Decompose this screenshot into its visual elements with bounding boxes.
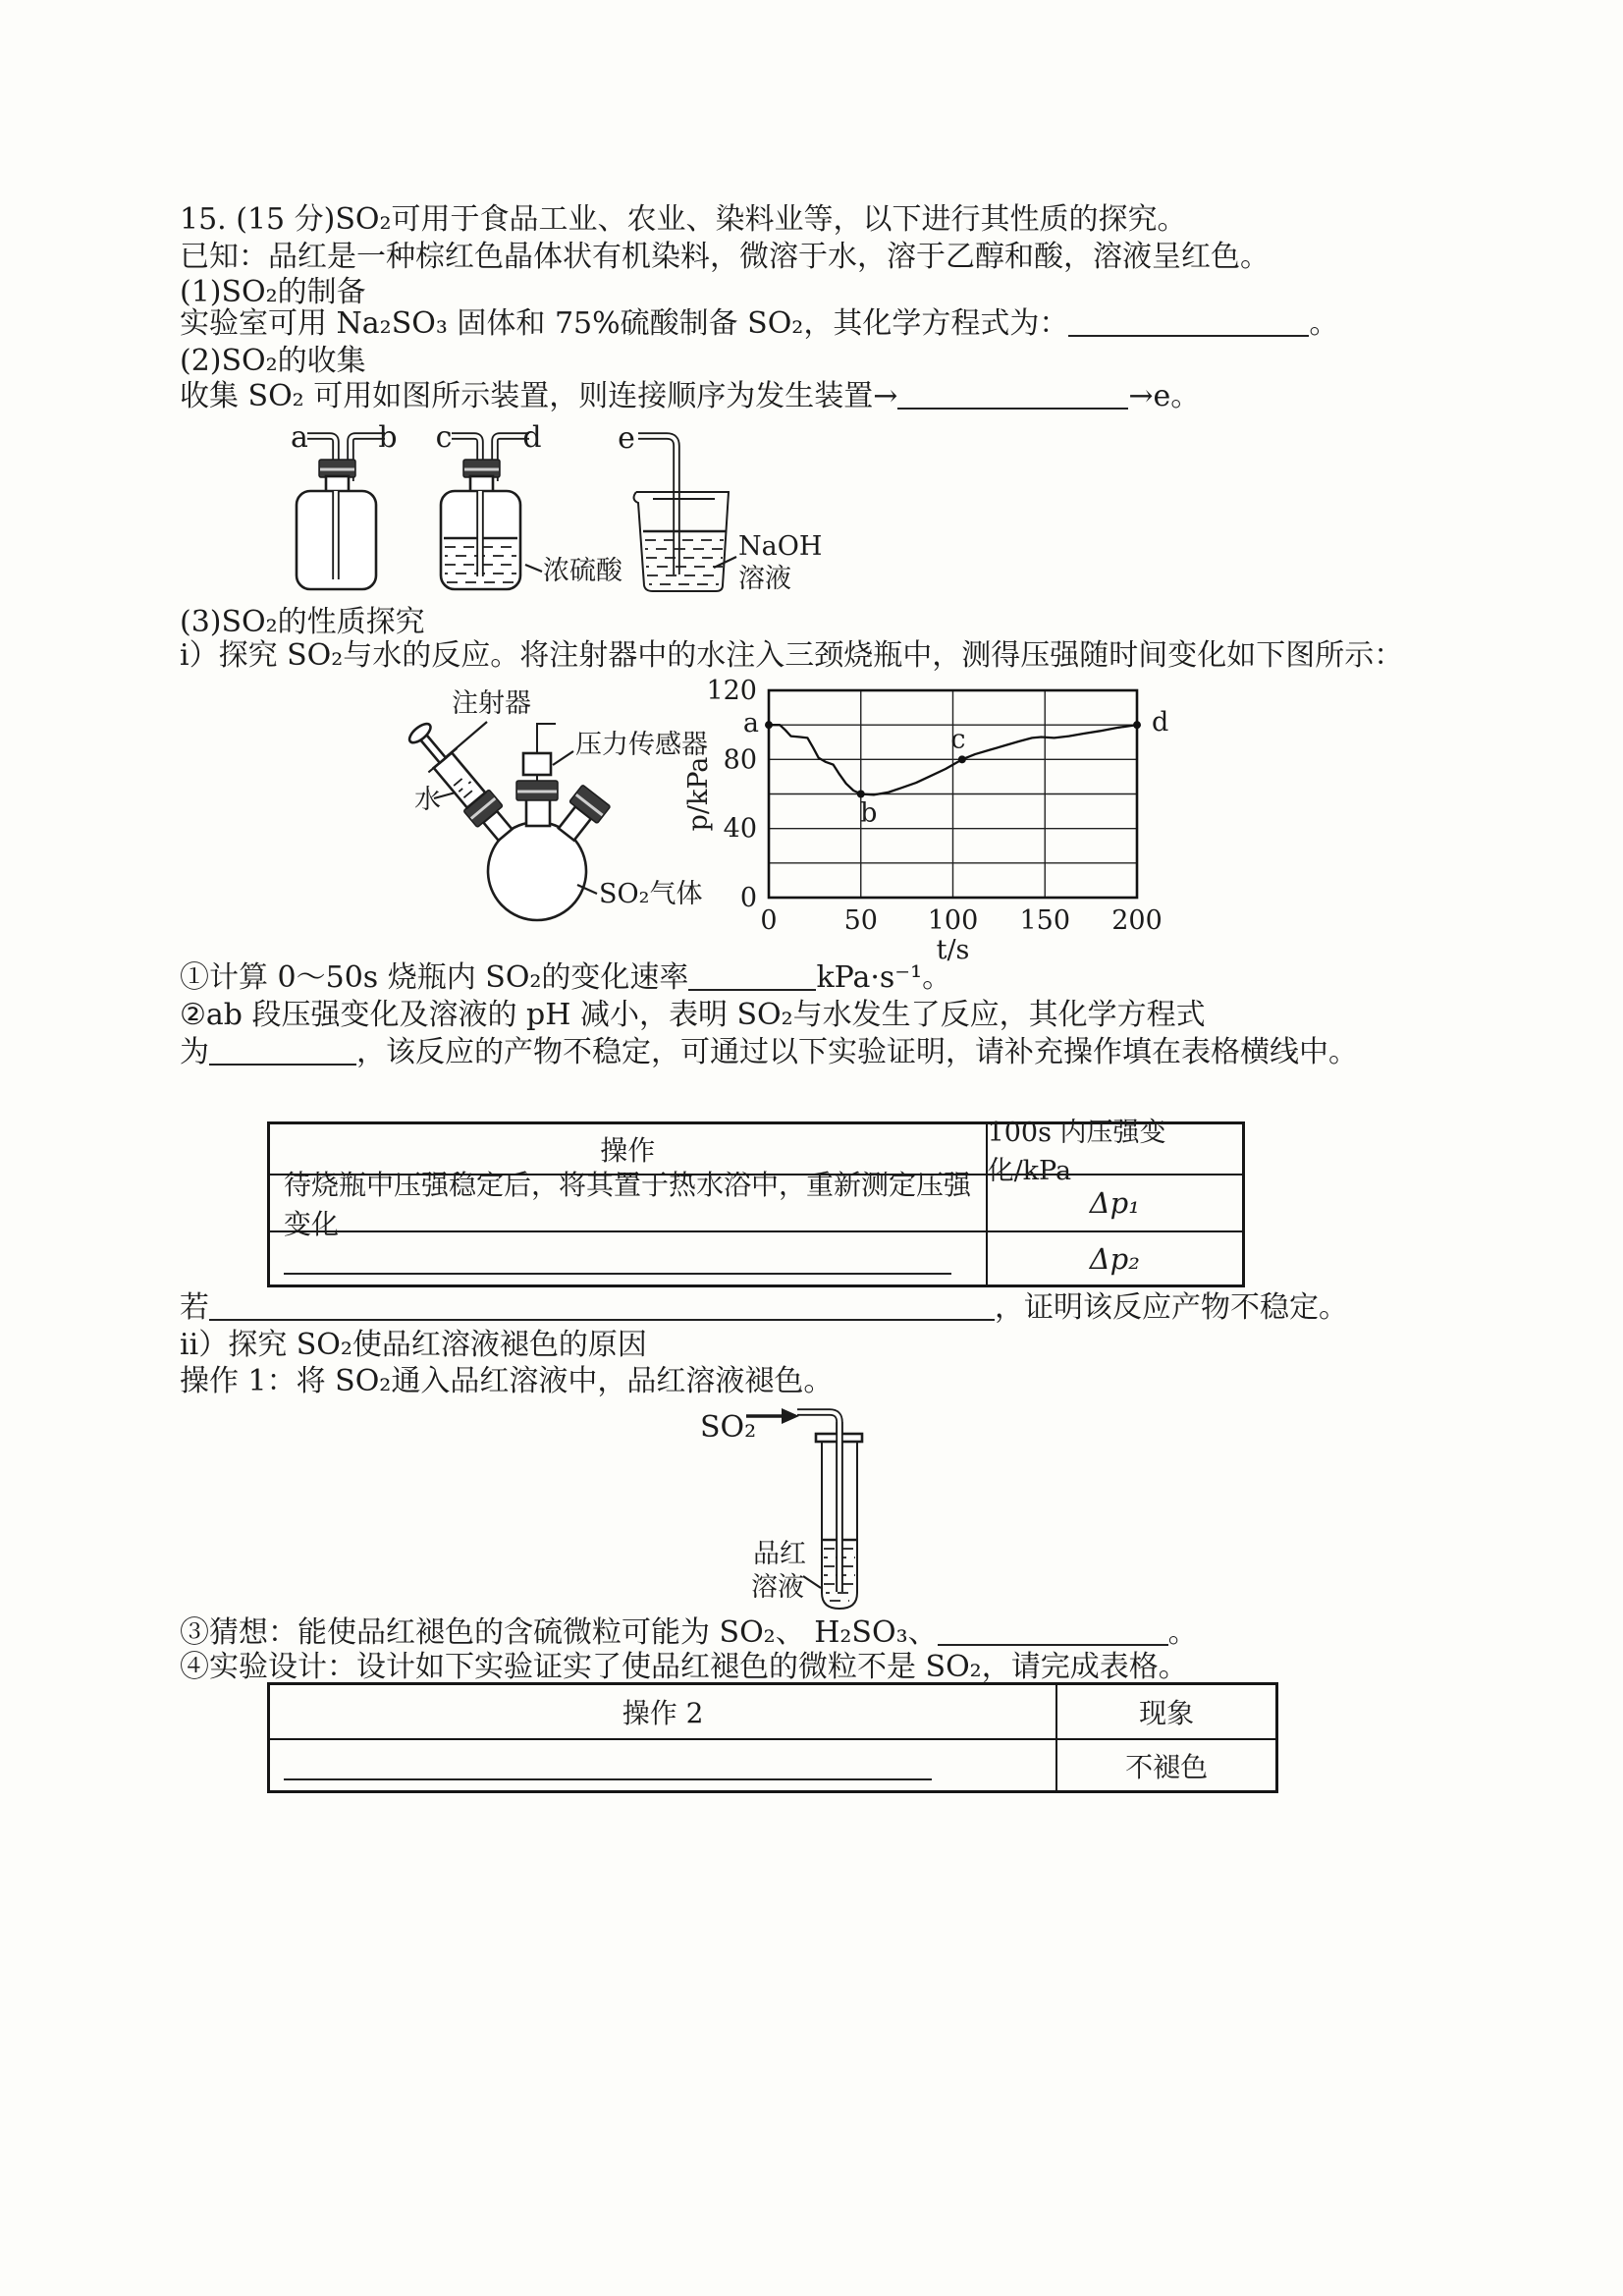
q4-line: ④实验设计：设计如下实验证实了使品红褪色的微粒不是 SO₂，请完成表格。 [180, 1650, 1188, 1684]
svg-text:100: 100 [927, 905, 979, 936]
part2-heading: (2)SO₂的收集 [180, 344, 366, 378]
svg-text:50: 50 [843, 905, 878, 936]
point-c-label: c [950, 724, 966, 755]
q3-line [180, 1615, 1198, 1651]
fuchsin-label-line1: 品红 [753, 1539, 806, 1569]
naoh-label-line2: 溶液 [738, 564, 791, 594]
svg-text:0: 0 [739, 883, 757, 913]
pressure-time-chart [677, 666, 1178, 965]
point-d-label: d [1152, 707, 1169, 738]
part1-text: 实验室可用 Na₂SO₃ 固体和 75%硫酸制备 SO₂，其化学方程式为： [180, 306, 1069, 341]
naoh-beaker [618, 421, 822, 594]
operation1-line: 操作 1：将 SO₂通入品红溶液中，品红溶液褪色。 [180, 1364, 834, 1398]
svg-text:120: 120 [706, 676, 757, 706]
q1-line [180, 960, 951, 996]
port-e-label: e [618, 421, 635, 456]
part1-tail: 。 [1309, 306, 1339, 341]
svg-text:80: 80 [723, 744, 757, 776]
svg-text:0: 0 [760, 905, 778, 936]
conclusion-answer-blank [209, 1291, 995, 1321]
fading-experiment-table [267, 1682, 1278, 1793]
port-a-label: a [291, 420, 308, 455]
svg-text:150: 150 [1019, 905, 1071, 936]
port-d-label: d [522, 420, 542, 455]
table1-header-operation: 操作 [600, 1134, 656, 1167]
syringe-label: 注射器 [452, 688, 531, 719]
equation2-answer-blank [209, 1036, 356, 1066]
sensor-label: 压力传感器 [575, 730, 708, 760]
known-info: 已知：品红是一种棕红色晶体状有机染料，微溶于水，溶于乙醇和酸，溶液呈红色。 [180, 240, 1270, 274]
point-a-label: a [742, 708, 759, 739]
arrowhead-icon [782, 1408, 799, 1424]
q1-text: ①计算 0～50s 烧瓶内 SO₂的变化速率 [180, 960, 689, 995]
table1-header-pressure: 100s 内压强变化/kPa [986, 1124, 1242, 1174]
q2-line1: ②ab 段压强变化及溶液的 pH 减小，表明 SO₂与水发生了反应，其化学方程式 [180, 998, 1206, 1032]
table2-header-phenomenon: 现象 [1055, 1685, 1275, 1738]
table2-row1-phenomenon: 不褪色 [1055, 1740, 1275, 1790]
part1-body [180, 306, 1338, 342]
syringe [402, 717, 519, 847]
water-label: 水 [414, 785, 441, 815]
pressure-experiment-table [267, 1118, 1245, 1287]
conclusion-lead: 若 [180, 1290, 209, 1325]
svg-text:40: 40 [723, 813, 757, 845]
table2-row1-operation [270, 1740, 1055, 1790]
acid-label: 浓硫酸 [543, 556, 622, 586]
q2-tail: ，该反应的产物不稳定，可通过以下实验证明，请补充操作填在表格横线中。 [356, 1035, 1358, 1069]
order-answer-blank [897, 380, 1128, 410]
conclusion-tail: ，证明该反应产物不稳定。 [995, 1290, 1348, 1325]
q3-text: ③猜想：能使品红褪色的含硫微粒可能为 SO₂、 H₂SO₃、 [180, 1615, 938, 1650]
test-tube-figure [589, 1399, 962, 1617]
wash-bottle-acid [436, 420, 623, 589]
x-axis-label: t/s [936, 935, 970, 965]
table1-row2-operation [270, 1232, 986, 1285]
q2-line2 [180, 1035, 1358, 1070]
part2-text: 收集 SO₂ 可用如图所示装置，则连接顺序为发生装置→ [180, 379, 898, 413]
flask-figure [393, 683, 727, 933]
pressure-sensor-box [523, 753, 551, 775]
conclusion-line [180, 1290, 1348, 1326]
table1-row1-value: Δp₁ [986, 1175, 1242, 1230]
part3-sub-i: i）探究 SO₂与水的反应。将注射器中的水注入三颈烧瓶中，测得压强随时间变化如下图所示： [180, 638, 1404, 673]
table1-row1-operation: 待烧瓶中压强稳定后，将其置于热水浴中，重新测定压强变化 [284, 1169, 972, 1240]
wash-bottle-empty [291, 420, 398, 589]
part3-heading: (3)SO₂的性质探究 [180, 605, 425, 639]
so2-gas-label: SO₂气体 [599, 879, 703, 909]
point-b-label: b [860, 797, 878, 829]
table2-answer-blank [284, 1778, 932, 1780]
table1-answer-blank [284, 1273, 951, 1275]
equation-answer-blank [1068, 307, 1309, 337]
part2-body [180, 379, 1200, 414]
part-ii-heading: ii）探究 SO₂使品红溶液褪色的原因 [180, 1328, 647, 1362]
naoh-label-line1: NaOH [738, 531, 823, 562]
table2-header-operation: 操作 2 [622, 1697, 704, 1729]
fuchsin-label-line2: 溶液 [751, 1572, 804, 1603]
q3-tail: 。 [1167, 1615, 1198, 1650]
question-intro: 15. (15 分)SO₂可用于食品工业、农业、染料业等，以下进行其性质的探究。 [180, 202, 1187, 237]
y-axis-label: p/kPa [683, 756, 714, 832]
rate-answer-blank [688, 961, 816, 991]
svg-text:200: 200 [1111, 905, 1163, 936]
so2-inlet-label: SO₂ [700, 1410, 757, 1445]
port-b-label: b [378, 420, 398, 455]
gas-collection-apparatus-figure [275, 422, 825, 609]
q2-lead: 为 [180, 1035, 209, 1069]
species-answer-blank [938, 1616, 1168, 1646]
part1-heading: (1)SO₂的制备 [180, 275, 366, 309]
part2-tail: →e。 [1128, 379, 1201, 413]
port-c-label: c [435, 420, 453, 455]
q1-unit: kPa·s⁻¹。 [816, 960, 952, 995]
table1-row2-value: Δp₂ [986, 1232, 1242, 1285]
